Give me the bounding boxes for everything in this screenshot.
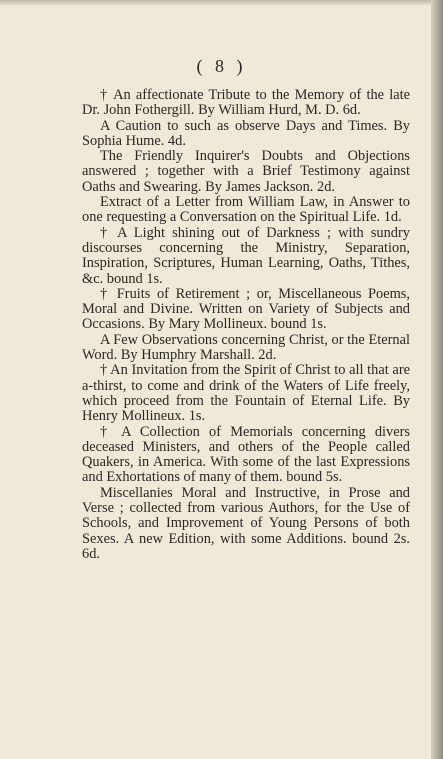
catalogue-entry: The Friendly Inquirer's Doubts and Objections answered ; together with a Brief Testimony against Oaths and Swearing. By James Jackson. 2d. — [82, 148, 410, 195]
page-number: ( 8 ) — [196, 56, 247, 76]
catalogue-entry: † A Light shining out of Darkness ; with sundry discourses concerning the Ministry, Separation, Inspiration, Scriptures, Human Learning, Oaths, Tithes, &c. bound 1s. — [82, 224, 410, 287]
catalogue-list — [82, 88, 410, 562]
catalogue-entry: A Few Observations concerning Christ, or the Eternal Word. By Humphry Marshall. 2d. — [82, 331, 410, 364]
catalogue-entry: A Caution to such as observe Days and Times. By Sophia Hume. 4d. — [82, 117, 410, 149]
catalogue-entry: † An Invitation from the Spirit of Christ to all that are a-thirst, to come and drink of the Waters of Life freely, which proceed from the Fountain of Eternal Life. By Henry Mollineux. 1s. — [82, 362, 410, 425]
page-gutter — [431, 0, 443, 759]
page-top-shadow — [0, 0, 431, 6]
catalogue-entry: † Fruits of Retirement ; or, Miscellaneous Poems, Moral and Divine. Written on Variety of Subjects and Occasions. By Mary Mollineux. bound 1s. — [82, 285, 410, 333]
catalogue-entry: † An affectionate Tribute to the Memory of the late Dr. John Fothergill. By William Hurd, M. D. 6d. — [82, 87, 410, 119]
catalogue-entry: † A Collection of Memorials concerning divers deceased Ministers, and others of the People called Quakers, in America. With some of the last Expressions and Exhortations of many of them. bound 5s. — [82, 423, 410, 486]
catalogue-entry: Miscellanies Moral and Instructive, in Prose and Verse ; collected from various Authors, for the Use of Schools, and Improvement of Young Persons of both Sexes. A new Edition, with some Additions. bound 2s. 6d. — [82, 484, 410, 562]
catalogue-entry: Extract of a Letter from William Law, in Answer to one requesting a Conversation on the Spiritual Life. 1d. — [82, 194, 410, 226]
